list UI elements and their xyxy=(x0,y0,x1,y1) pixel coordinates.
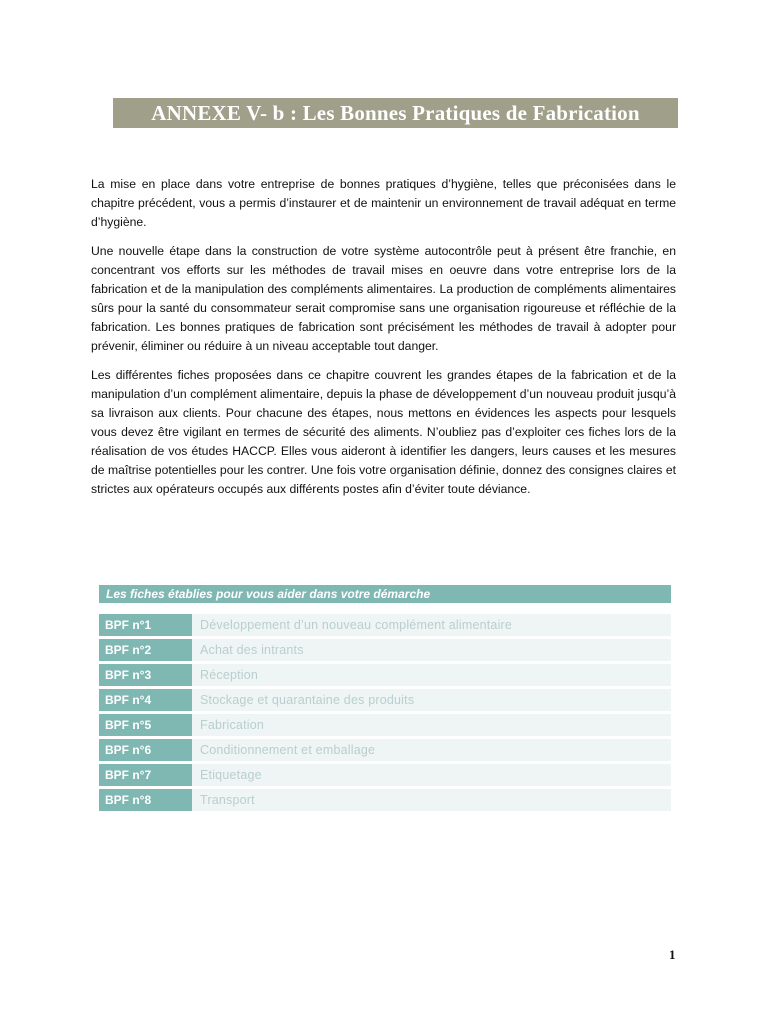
document-title: ANNEXE V- b : Les Bonnes Pratiques de Fabrication xyxy=(113,98,678,128)
fiche-row-3 xyxy=(99,664,671,687)
fiche-row-5 xyxy=(99,714,671,737)
fiches-table-header: Les fiches établies pour vous aider dans votre démarche xyxy=(99,585,671,603)
fiche-label: Stockage et quarantaine des produits xyxy=(192,689,671,712)
fiche-code: BPF n°8 xyxy=(99,789,192,812)
fiche-code: BPF n°3 xyxy=(99,664,192,687)
fiche-label: Conditionnement et emballage xyxy=(192,739,671,762)
fiche-row-2 xyxy=(99,639,671,662)
fiche-code: BPF n°1 xyxy=(99,614,192,637)
body-text xyxy=(91,175,676,509)
fiche-row-6 xyxy=(99,739,671,762)
fiche-label: Réception xyxy=(192,664,671,687)
fiche-row-8 xyxy=(99,789,671,812)
fiches-table xyxy=(99,585,671,814)
fiche-label: Achat des intrants xyxy=(192,639,671,662)
fiche-label: Développement d’un nouveau complément alimentaire xyxy=(192,614,671,637)
paragraph-new-step: Une nouvelle étape dans la construction de votre système autocontrôle peut à présent être franchie, en concentrant vos efforts sur les méthodes de travail mises en oeuvre dans votre entreprise lors de la fabrication et de la manipulation des compléments alimentaires. La production de compléments alimentaires sûrs pour la santé du consommateur serait compromise sans une organisation rigoureuse et réfléchie de la fabrication. Les bonnes pratiques de fabrication sont précisément les méthodes de travail à adopter pour prévenir, éliminer ou réduire à un niveau acceptable tout danger. xyxy=(91,244,676,353)
fiche-label: Etiquetage xyxy=(192,764,671,787)
fiche-code: BPF n°2 xyxy=(99,639,192,662)
fiche-label: Transport xyxy=(192,789,671,812)
fiche-code: BPF n°7 xyxy=(99,764,192,787)
fiche-row-4 xyxy=(99,689,671,712)
paragraph-intro: La mise en place dans votre entreprise de bonnes pratiques d’hygiène, telles que préconisées dans le chapitre précédent, vous a permis d’instaurer et de maintenir un environnement de travail adéquat en terme d’hygiène. xyxy=(91,177,676,229)
paragraph-fiches-description: Les différentes fiches proposées dans ce chapitre couvrent les grandes étapes de la fabrication et de la manipulation d’un complément alimentaire, depuis la phase de développement d’un nouveau produit jusqu’à sa livraison aux clients. Pour chacune des étapes, nous mettons en évidences les aspects pour lesquels vous devez être vigilant en termes de sécurité des aliments. N’oubliez pas d’exploiter ces fiches lors de la réalisation de vos études HACCP. Elles vous aideront à identifier les dangers, leurs causes et les mesures de maîtrise potentielles pour les contrer. Une fois votre organisation définie, donnez des consignes claires et strictes aux opérateurs occupés aux différents postes afin d’éviter toute déviance. xyxy=(91,368,676,496)
fiche-row-7 xyxy=(99,764,671,787)
page-number: 1 xyxy=(669,947,676,962)
fiche-row-1 xyxy=(99,614,671,637)
fiche-code: BPF n°5 xyxy=(99,714,192,737)
fiche-code: BPF n°4 xyxy=(99,689,192,712)
fiche-code: BPF n°6 xyxy=(99,739,192,762)
fiche-label: Fabrication xyxy=(192,714,671,737)
